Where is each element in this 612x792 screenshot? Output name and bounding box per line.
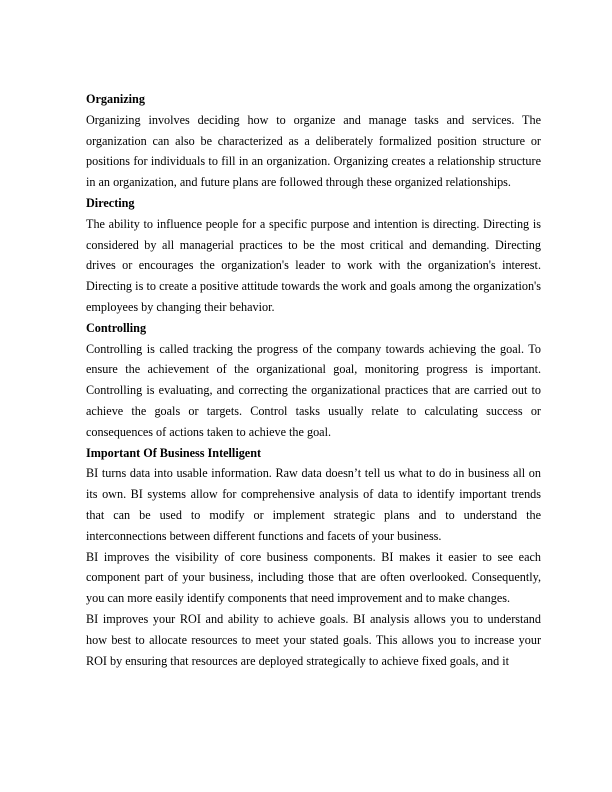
section-heading: Directing: [86, 195, 135, 210]
section-organizing: [86, 89, 541, 193]
paragraph: Organizing involves deciding how to organize and manage tasks and services. The organization can also be characterized as a deliberately formalized position structure or positions for individuals to fill in an organization. Organizing creates a relationship structure in an organization, and future plans are followed through these organized relationships.: [86, 112, 541, 190]
section-heading: Important Of Business Intelligent: [86, 445, 262, 460]
section-business-intelligence: [86, 443, 541, 672]
paragraph: BI improves the visibility of core business components. BI makes it easier to see each component part of your business, including those that are often overlooked. Consequently, you can more easily identify components that need improvement and to make changes.: [86, 549, 541, 606]
paragraph: BI improves your ROI and ability to achieve goals. BI analysis allows you to understand how best to allocate resources to meet your stated goals. This allows you to increase your ROI by ensuring that resources are deployed strategically to achieve fixed goals, and it: [86, 611, 541, 668]
paragraph: Controlling is called tracking the progress of the company towards achieving the goal. To ensure the achievement of the organizational goal, monitoring progress is important. Controlling is evaluating, and correcting the organizational practices that are carried out to achieve the goals or targets. Control tasks usually relate to calculating success or consequences of actions taken to achieve the goal.: [86, 341, 541, 439]
document-page: [86, 89, 541, 671]
section-directing: [86, 193, 541, 318]
section-heading: Organizing: [86, 92, 145, 106]
paragraph: The ability to influence people for a specific purpose and intention is directing. Directing is considered by all managerial practices to be the most critical and demanding. Directing drives or encourages the organization's leader to work with the organization's interest. Directing is to create a positive attitude towards the work and goals among the organization's employees by changing their behavior.: [86, 216, 541, 314]
section-controlling: [86, 318, 541, 443]
paragraph: BI turns data into usable information. Raw data doesn’t tell us what to do in business all on its own. BI systems allow for comprehensive analysis of data to identify important trends that can be used to modify or implement strategic plans and to understand the interconnections between different functions and facets of your business.: [86, 466, 541, 543]
section-heading: Controlling: [86, 320, 147, 335]
